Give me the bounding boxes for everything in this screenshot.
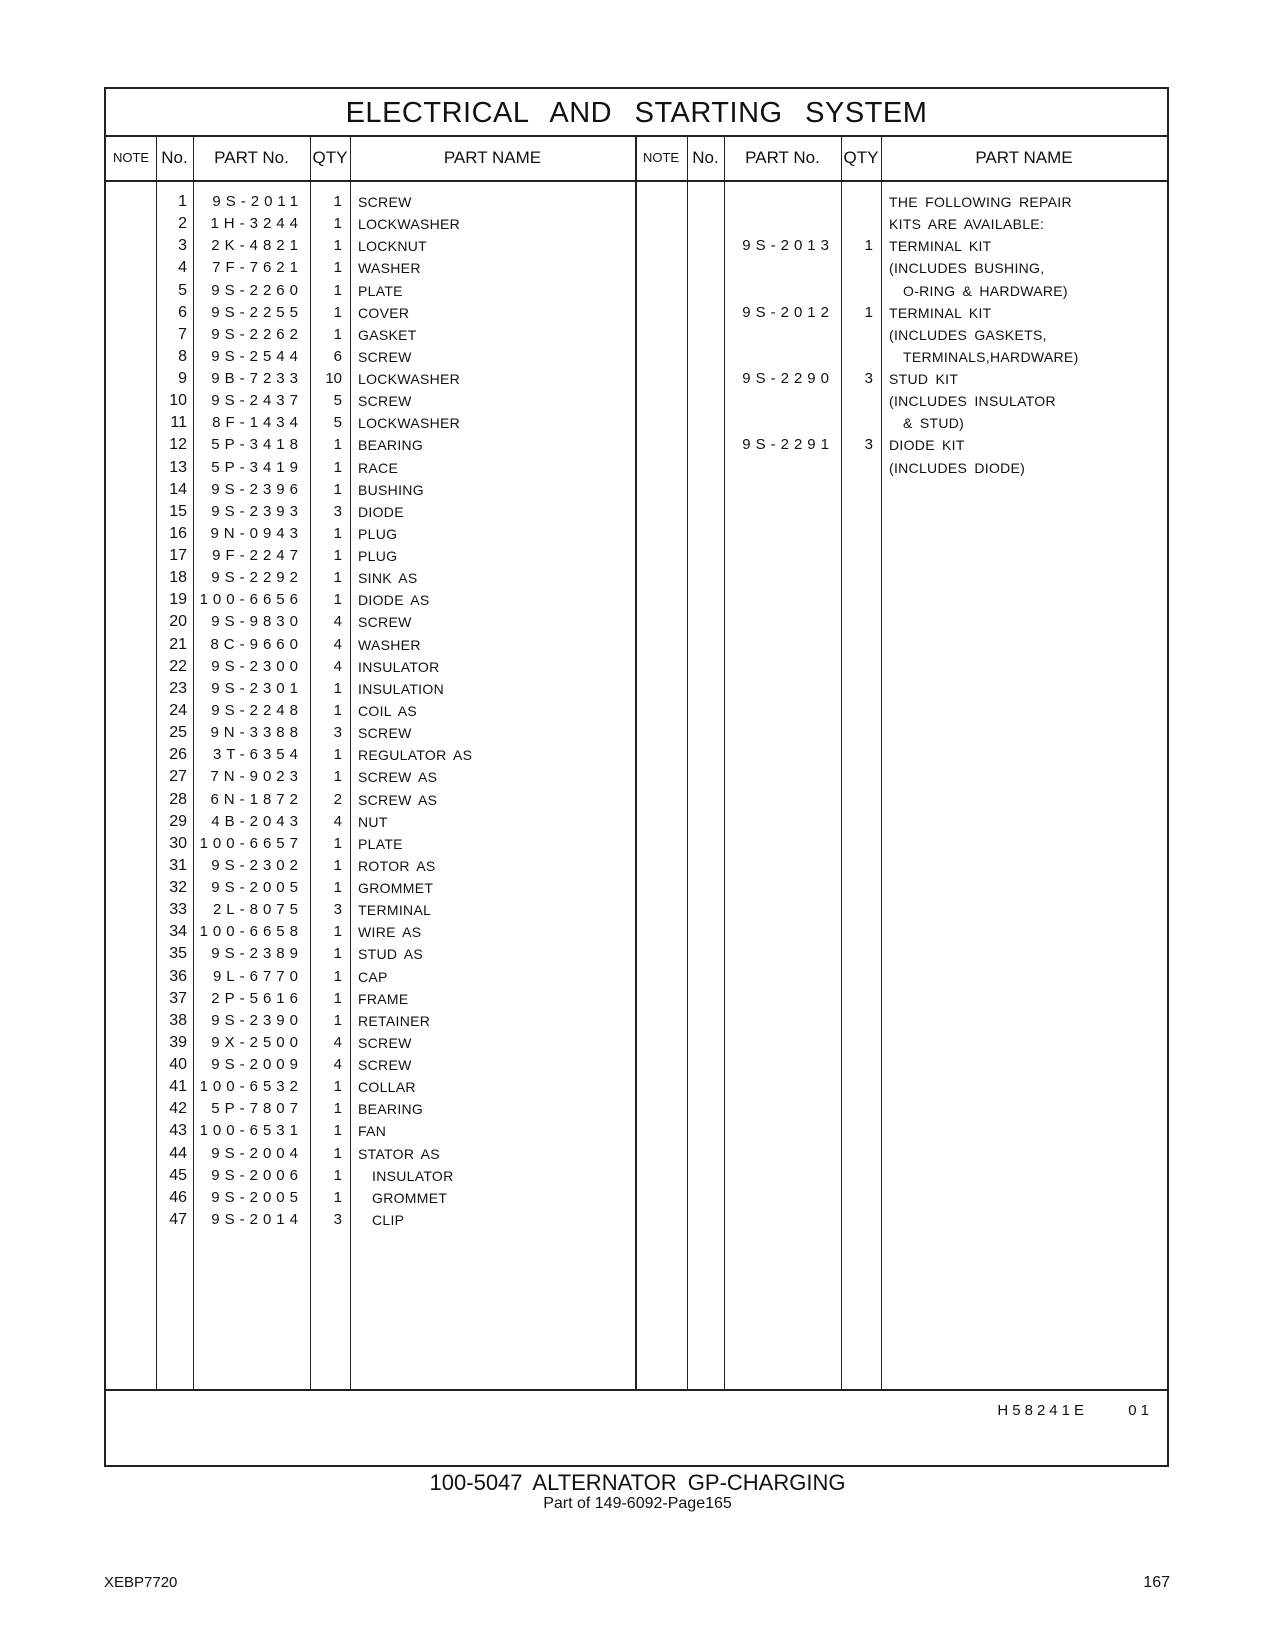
part-quantity: 4 [333,657,342,675]
assembly-title: 100-5047 ALTERNATOR GP-CHARGING [429,1470,846,1495]
item-number: 15 [169,502,187,520]
item-number: 44 [169,1144,187,1162]
part-number: 9S-2005 [211,1188,303,1206]
item-number: 46 [169,1188,187,1206]
part-quantity: 3 [333,724,342,742]
kit-part-number: 9S-2013 [742,237,834,255]
item-number: 38 [169,1011,187,1029]
part-quantity: 1 [333,1078,342,1096]
item-number: 47 [169,1210,187,1228]
item-number: 34 [169,923,187,941]
item-number: 40 [169,1056,187,1074]
kit-description: TERMINAL KIT [889,304,992,321]
part-name: PLUG [358,548,398,565]
item-number: 27 [169,768,187,786]
part-number: 9S-2260 [211,281,303,299]
part-number: 9S-2292 [211,569,303,587]
item-number: 33 [169,901,187,919]
kit-description: (INCLUDES INSULATOR [889,393,1056,410]
part-name: TERMINAL [358,902,432,919]
item-number: 16 [169,524,187,542]
part-number: 8C-9660 [210,635,303,653]
header-qty-2: QTY [843,148,879,167]
part-quantity: 1 [333,989,342,1007]
header-part-name-2: PART NAME [975,148,1073,167]
item-number: 9 [178,370,187,388]
item-number: 21 [169,635,187,653]
kit-description: THE FOLLOWING REPAIR [889,194,1072,210]
kit-description: & STUD) [903,415,965,432]
part-name: CLIP [372,1211,405,1228]
part-quantity: 1 [333,967,342,985]
part-number: 9S-2014 [211,1210,303,1228]
item-number: 25 [169,724,187,742]
part-quantity: 1 [333,856,342,874]
item-number: 29 [169,812,187,830]
kit-quantity: 1 [864,237,873,255]
part-name: BUSHING [358,481,424,498]
part-quantity: 1 [333,436,342,454]
part-name: SINK AS [358,570,418,587]
part-name: INSULATION [358,680,444,697]
page-number: 167 [1143,1574,1170,1591]
part-name: SCREW AS [358,769,438,786]
part-number: 9S-2004 [211,1144,303,1162]
item-number: 4 [178,259,187,277]
part-number: 9S-2396 [211,480,303,498]
part-name: NUT [358,813,388,830]
part-quantity: 1 [333,768,342,786]
part-number: 100-6531 [199,1122,303,1140]
document-id: XEBP7720 [104,1574,178,1591]
footer-rule [106,1389,1167,1391]
part-number: 1H-3244 [210,215,303,233]
part-number: 9S-2255 [211,303,303,321]
part-quantity: 1 [333,591,342,609]
part-name: STUD AS [358,946,424,963]
part-quantity: 1 [333,923,342,941]
item-number: 1 [178,193,187,210]
part-name: WIRE AS [358,924,422,941]
item-number: 13 [169,458,187,476]
part-number: 9S-2389 [211,945,303,963]
part-name: SCREW [358,194,412,210]
item-number: 3 [178,237,187,255]
part-name: STATOR AS [358,1145,440,1162]
part-number: 100-6532 [199,1078,303,1096]
part-number: 9S-2393 [211,502,303,520]
kit-part-number: 9S-2290 [742,370,834,388]
part-number: 9N-3388 [210,724,303,742]
part-number: 9X-2500 [211,1033,303,1051]
part-quantity: 4 [333,613,342,631]
part-number: 2K-4821 [211,237,303,255]
item-number: 43 [169,1122,187,1140]
item-number: 22 [169,657,187,675]
item-number: 18 [169,569,187,587]
item-number: 30 [169,834,187,852]
part-quantity: 1 [333,1188,342,1206]
part-name: GASKET [358,326,417,343]
item-number: 32 [169,879,187,897]
part-quantity: 5 [333,392,342,410]
part-number: 5P-3419 [211,458,303,476]
part-name: SCREW [358,348,412,365]
part-number: 9S-2544 [211,347,303,365]
header-no-2: No. [692,148,719,167]
part-number: 7N-9023 [210,768,303,786]
item-number: 5 [178,281,187,299]
part-name: COLLAR [358,1079,416,1096]
part-quantity: 6 [333,347,342,365]
assembly-subtitle: Part of 149-6092-Page165 [543,1495,732,1512]
part-number: 9S-2300 [211,657,303,675]
part-name: DIODE AS [358,592,430,609]
kit-part-number: 9S-2012 [742,303,834,321]
kit-description: DIODE KIT [889,437,965,454]
kit-quantity: 3 [864,370,873,388]
part-quantity: 10 [325,370,342,388]
part-name: GROMMET [358,880,434,897]
part-quantity: 4 [333,1056,342,1074]
column-divider [687,135,688,1389]
part-number: 9S-9830 [211,613,303,631]
item-number: 20 [169,613,187,631]
part-quantity: 3 [333,901,342,919]
part-quantity: 1 [333,547,342,565]
kit-description: (INCLUDES BUSHING, [889,260,1045,277]
part-quantity: 1 [333,524,342,542]
part-quantity: 1 [333,193,342,210]
part-quantity: 1 [333,1011,342,1029]
part-number: 100-6657 [199,834,303,852]
part-name: COIL AS [358,702,418,719]
part-quantity: 1 [333,701,342,719]
header-part-no-2: PART No. [745,148,820,167]
header-part-name: PART NAME [443,148,542,167]
part-name: REGULATOR AS [358,747,473,764]
part-quantity: 1 [333,746,342,764]
part-quantity: 1 [333,679,342,697]
part-quantity: 1 [333,945,342,963]
part-name: BEARING [358,1101,424,1118]
kit-description: KITS ARE AVAILABLE: [889,216,1045,233]
part-name: WASHER [358,636,421,653]
part-number: 9S-2301 [211,679,303,697]
item-number: 17 [169,547,187,565]
item-number: 14 [169,480,187,498]
part-quantity: 1 [333,215,342,233]
part-name: PLATE [358,835,403,852]
kit-description: O-RING & HARDWARE) [903,282,1068,299]
header-note-2: NOTE [642,150,680,165]
part-number: 9S-2262 [211,325,303,343]
part-name: LOCKWASHER [358,371,461,388]
part-name: RETAINER [358,1012,431,1029]
item-number: 6 [178,303,187,321]
item-number: 28 [169,790,187,808]
part-quantity: 4 [333,812,342,830]
header-no: No. [161,148,188,167]
part-number: 5P-3418 [211,436,303,454]
part-number: 4B-2043 [211,812,303,830]
illustration-code: H58241E 01 [997,1402,1153,1419]
part-name: ROTOR AS [358,857,436,874]
part-number: 7F-7621 [212,259,303,277]
part-name: PLUG [358,525,398,542]
part-quantity: 1 [333,834,342,852]
part-name: LOCKNUT [358,238,427,255]
part-quantity: 1 [333,879,342,897]
item-number: 45 [169,1166,187,1184]
part-name: PLATE [358,282,403,299]
item-number: 11 [170,414,187,432]
part-quantity: 2 [333,790,342,808]
header-qty: QTY [312,148,348,167]
part-name: INSULATOR [372,1167,454,1184]
column-divider [881,135,882,1389]
part-quantity: 4 [333,635,342,653]
part-number: 9L-6770 [212,967,303,985]
part-name: COVER [358,304,410,321]
part-quantity: 1 [333,1100,342,1118]
part-quantity: 1 [333,303,342,321]
item-number: 35 [169,945,187,963]
part-number: 6N-1872 [210,790,303,808]
item-number: 39 [169,1033,187,1051]
part-name: LOCKWASHER [358,216,461,233]
kit-description: TERMINAL KIT [889,238,992,255]
part-number: 100-6656 [199,591,303,609]
part-quantity: 1 [333,259,342,277]
part-quantity: 1 [333,1166,342,1184]
part-number: 2L-8075 [212,901,303,919]
part-name: WASHER [358,260,421,277]
part-name: SCREW [358,393,412,410]
part-number: 9F-2247 [212,547,303,565]
item-number: 2 [178,215,187,233]
item-number: 24 [169,701,187,719]
section-title: ELECTRICAL AND STARTING SYSTEM [106,89,1167,137]
item-number: 23 [169,679,187,697]
kit-quantity: 3 [864,436,873,454]
part-number: 9S-2302 [211,856,303,874]
part-number: 9B-7233 [211,370,303,388]
part-number: 9S-2390 [211,1011,303,1029]
item-number: 19 [169,591,187,609]
part-number: 8F-1434 [212,414,303,432]
header-part-no: PART No. [214,148,289,167]
item-number: 37 [169,989,187,1007]
part-quantity: 1 [333,569,342,587]
part-name: SCREW [358,1034,412,1051]
kit-quantity: 1 [864,303,873,321]
part-number: 2P-5616 [211,989,303,1007]
part-name: FRAME [358,990,409,1007]
part-quantity: 1 [333,325,342,343]
part-quantity: 1 [333,458,342,476]
part-number: 9S-2006 [211,1166,303,1184]
part-number: 9S-2009 [211,1056,303,1074]
part-quantity: 1 [333,1144,342,1162]
part-name: SCREW [358,725,412,742]
part-quantity: 1 [333,237,342,255]
part-quantity: 1 [333,281,342,299]
part-name: SCREW [358,1057,412,1074]
kit-description: (INCLUDES DIODE) [889,459,1026,476]
item-number: 8 [178,347,187,365]
item-number: 12 [169,436,187,454]
item-number: 42 [169,1100,187,1118]
part-quantity: 3 [333,1210,342,1228]
part-quantity: 1 [333,1122,342,1140]
item-number: 10 [169,392,187,410]
part-name: GROMMET [372,1189,448,1206]
item-number: 26 [169,746,187,764]
part-name: DIODE [358,503,404,520]
part-quantity: 3 [333,502,342,520]
kit-description: STUD KIT [889,371,959,388]
part-name: FAN [358,1123,387,1140]
part-number: 9S-2005 [211,879,303,897]
part-name: SCREW AS [358,791,438,808]
part-name: INSULATOR [358,658,440,675]
part-quantity: 4 [333,1033,342,1051]
part-name: SCREW [358,614,412,631]
kit-part-number: 9S-2291 [742,436,834,454]
kit-description: TERMINALS,HARDWARE) [903,348,1079,365]
part-number: 9S-2248 [211,701,303,719]
part-number: 9S-2437 [211,392,303,410]
header-note: NOTE [112,150,150,165]
part-name: CAP [358,968,388,985]
part-quantity: 1 [333,480,342,498]
parts-table-frame [104,87,1169,1467]
item-number: 31 [169,856,187,874]
part-name: RACE [358,459,399,476]
column-divider [350,135,351,1389]
part-number: 9S-2011 [212,193,303,210]
part-number: 3T-6354 [212,746,303,764]
item-number: 41 [169,1078,187,1096]
part-number: 9N-0943 [210,524,303,542]
part-name: LOCKWASHER [358,415,461,432]
part-name: BEARING [358,437,424,454]
part-quantity: 5 [333,414,342,432]
item-number: 7 [178,325,187,343]
kit-description: (INCLUDES GASKETS, [889,326,1047,343]
part-number: 5P-7807 [211,1100,303,1118]
item-number: 36 [169,967,187,985]
part-number: 100-6658 [199,923,303,941]
